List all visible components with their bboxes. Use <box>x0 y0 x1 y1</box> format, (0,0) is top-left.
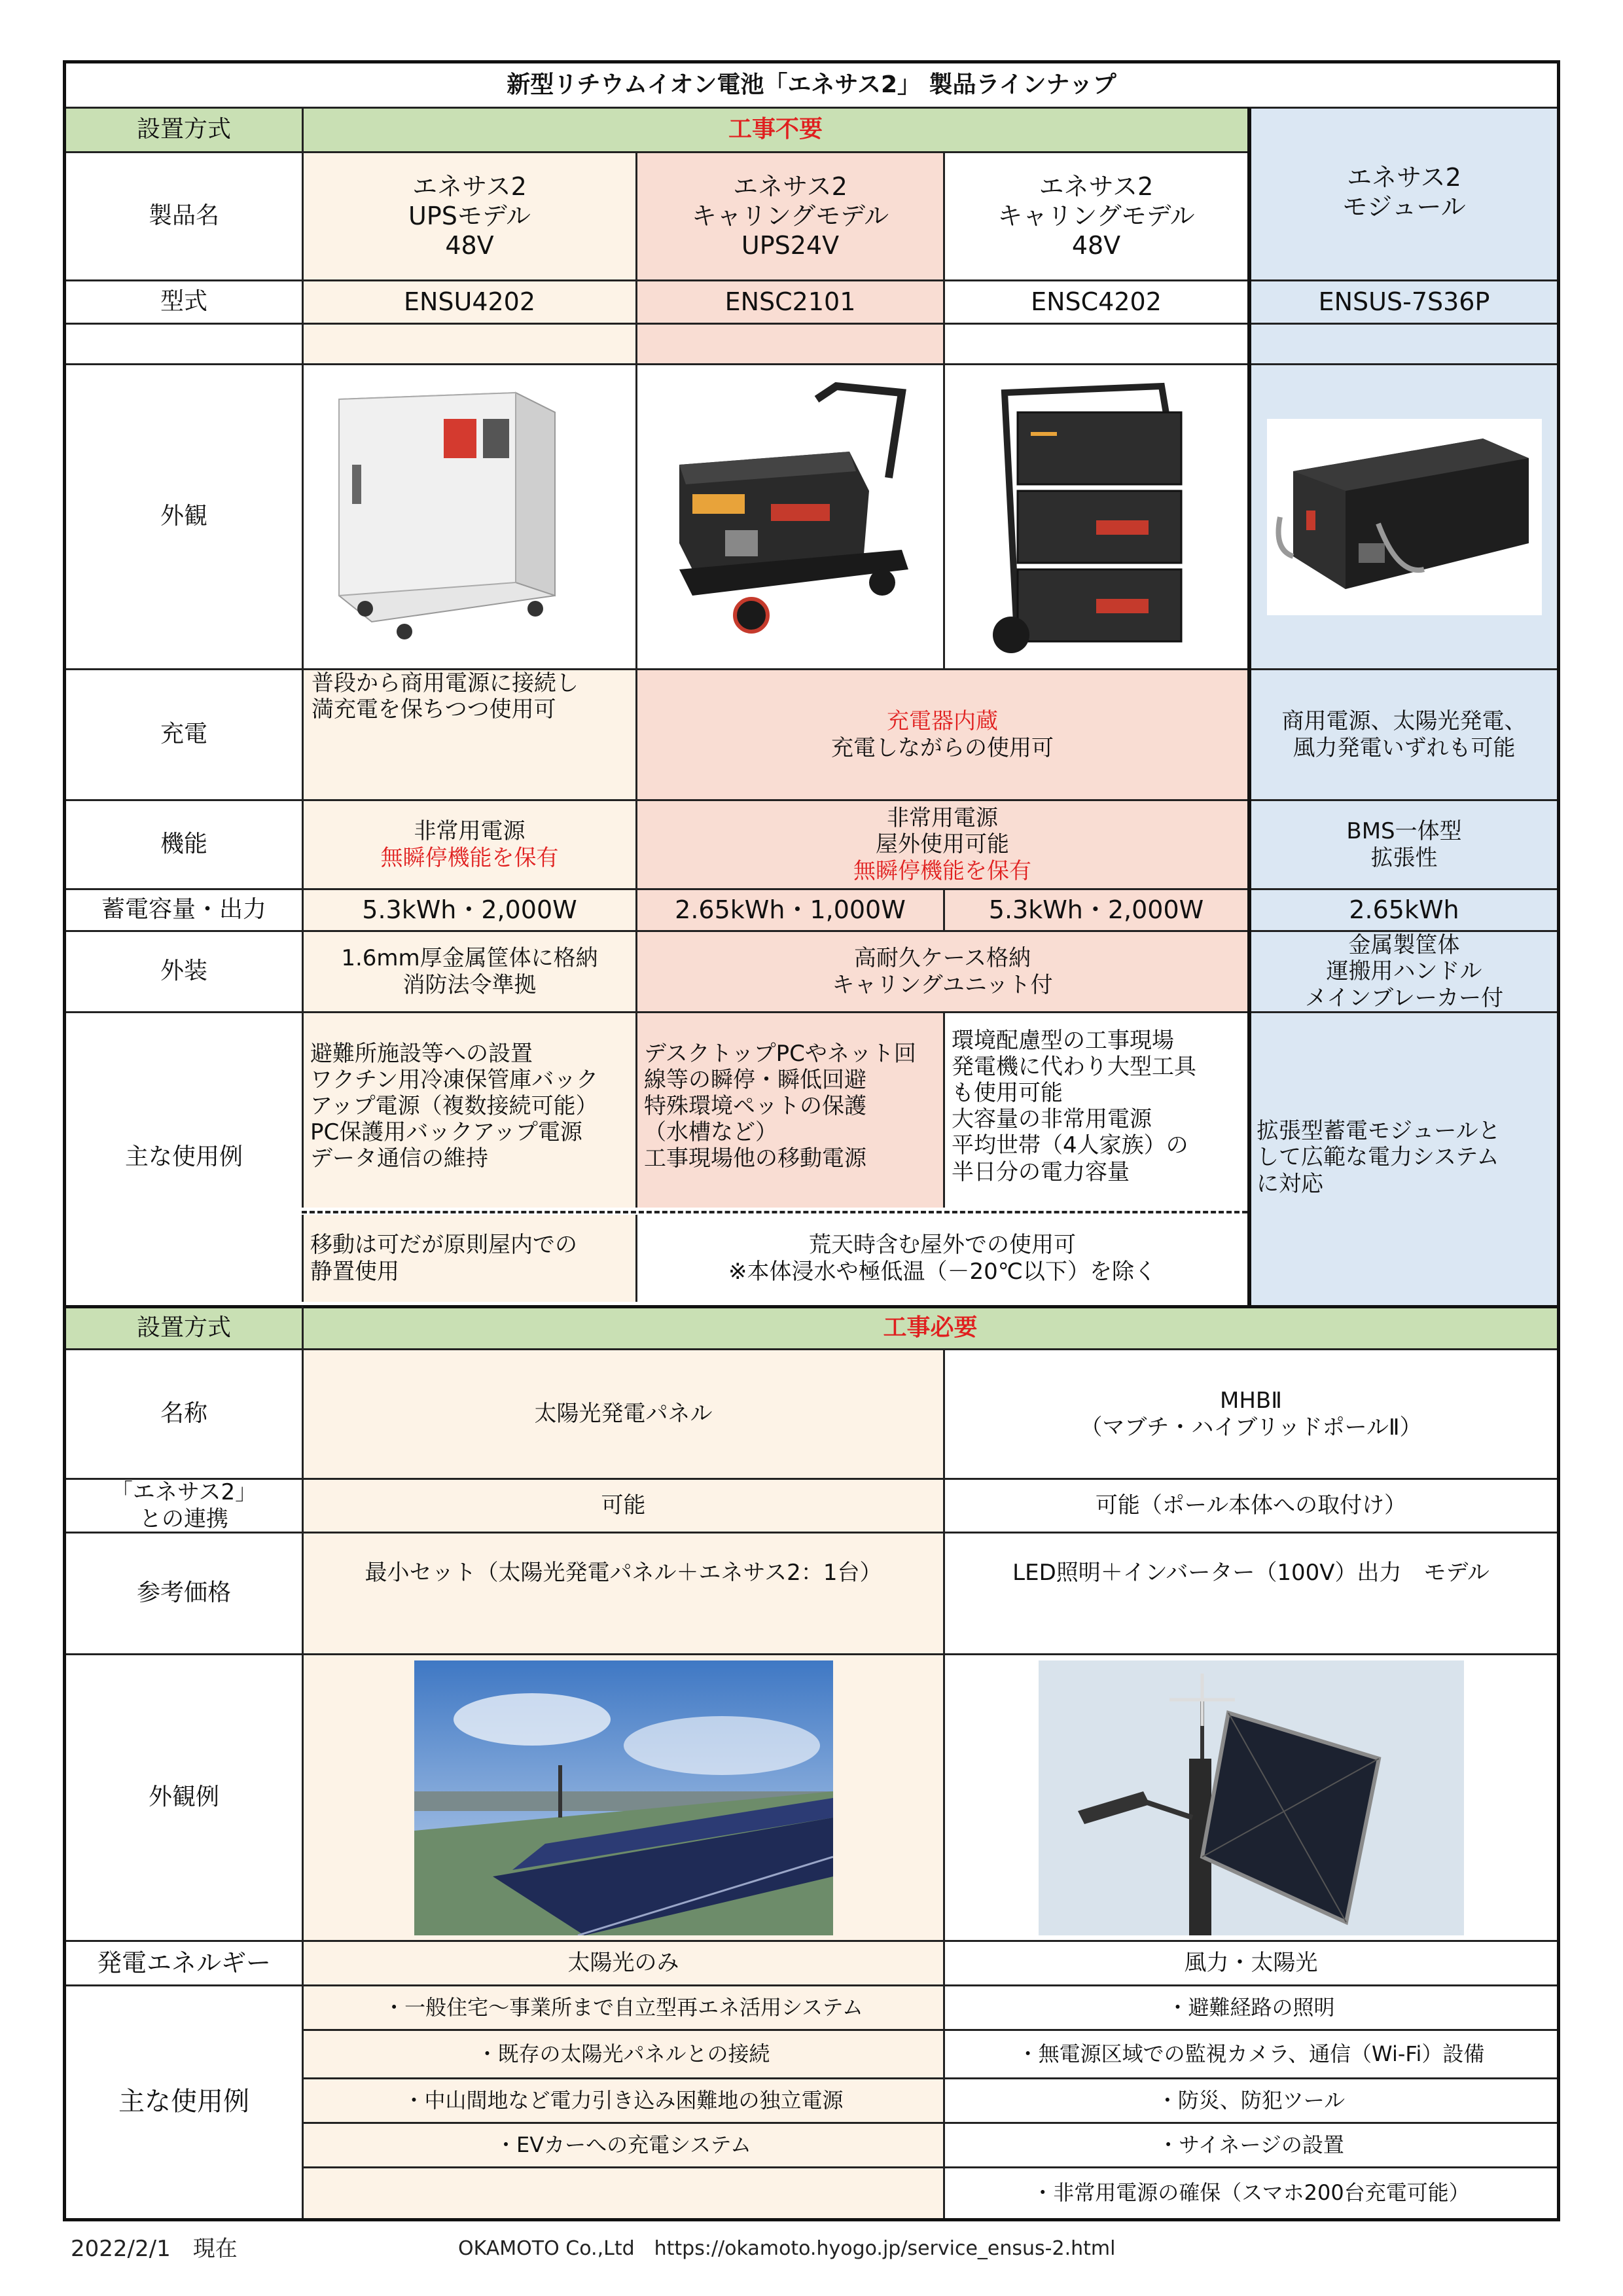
function-module <box>1251 799 1557 888</box>
product-name-line: UPSモデル <box>408 202 531 231</box>
empty-row-ups <box>302 323 635 363</box>
capacity-ups: 5.3kWh・2,000W <box>302 888 635 930</box>
footer-company: OKAMOTO Co.,Ltd https://okamoto.hyogo.jp/service_ensus-2.html <box>458 2237 1116 2260</box>
image-cell-mhb <box>943 1653 1557 1940</box>
usage-line: （水槽など） <box>644 1119 777 1146</box>
row-label-product-name: 製品名 <box>66 151 302 279</box>
usage-line: 線等の瞬停・瞬低回避 <box>644 1067 866 1094</box>
product-name-line: キャリングモデル <box>997 202 1195 231</box>
model-carry24: ENSC2101 <box>635 279 943 323</box>
row-label-name: 名称 <box>66 1348 302 1478</box>
charge-line: 商用電源、太陽光発電、 <box>1281 708 1527 735</box>
product-name-line: エネサス2 <box>412 172 527 202</box>
usage-module <box>1251 1011 1557 1302</box>
exterior-line: 高耐久ケース格納 <box>853 945 1031 972</box>
image-cell-module <box>1251 363 1557 668</box>
install-method-label-2: 設置方式 <box>66 1305 302 1348</box>
usage-line: 半日分の電力容量 <box>952 1158 1130 1185</box>
function-line: 非常用電源 <box>414 818 526 845</box>
product-name-line: UPS24V <box>741 230 840 260</box>
solar-usage-item: ・EVカーへの充電システム <box>302 2122 943 2166</box>
product-name-line: モジュール <box>1342 192 1466 221</box>
product-name-line: エネサス2 <box>1347 163 1461 192</box>
function-line: BMS一体型 <box>1346 818 1462 845</box>
product-name-line: エネサス2 <box>1039 172 1154 202</box>
usage-line: PC保護用バックアップ電源 <box>310 1119 582 1146</box>
usage-line: データ通信の維持 <box>310 1145 488 1172</box>
exterior-module <box>1251 930 1557 1011</box>
product-name-line: 48V <box>445 230 494 260</box>
carry48-stack-image <box>965 373 1227 661</box>
row-label-price: 参考価格 <box>66 1532 302 1653</box>
solar-price: 最小セット（太陽光発電パネル＋エネサス2：1台） <box>302 1532 943 1653</box>
row-label-link <box>66 1478 302 1532</box>
product-name-line: キャリングモデル <box>691 202 889 231</box>
usage-line: も使用可能 <box>952 1080 1063 1107</box>
capacity-carry24: 2.65kWh・1,000W <box>635 888 943 930</box>
charge-module <box>1251 668 1557 799</box>
product-name-carry24 <box>635 151 943 279</box>
empty-row-carry24 <box>635 323 943 363</box>
mhb-usage-item: ・非常用電源の確保（スマホ200台充電可能） <box>943 2166 1557 2218</box>
charger-builtin-note: 充電器内蔵 <box>887 708 998 735</box>
usage-line: に対応 <box>1257 1170 1323 1197</box>
model-ups: ENSU4202 <box>302 279 635 323</box>
charge-line: 充電しながらの使用可 <box>831 734 1054 761</box>
install-method-value: 工事不要 <box>302 107 1247 151</box>
usage-line: 避難所施設等への設置 <box>310 1041 533 1067</box>
usage-dashed-divider <box>302 1211 1247 1213</box>
exterior-carrying <box>635 930 1247 1011</box>
usage-line: 平均世帯（4人家族）の <box>952 1132 1188 1159</box>
row-label-line: との連携 <box>139 1505 228 1532</box>
function-carrying <box>635 799 1247 888</box>
battery-module-image <box>1267 419 1542 615</box>
image-cell-solar <box>302 1653 943 1940</box>
no-interruption-note: 無瞬停機能を保有 <box>380 844 559 871</box>
solar-usage-item: ・中山間地など電力引き込み困難地の独立電源 <box>302 2077 943 2122</box>
exterior-ups <box>302 930 635 1011</box>
usage-note-carrying <box>635 1215 1247 1302</box>
exterior-line: 運搬用ハンドル <box>1326 958 1482 985</box>
charge-ups <box>302 668 635 799</box>
no-interruption-note: 無瞬停機能を保有 <box>853 857 1031 884</box>
row-label-charge: 充電 <box>66 668 302 799</box>
exterior-line: 消防法令準拠 <box>402 971 537 998</box>
ups-cabinet-image <box>319 373 620 661</box>
row-label-appearance-example: 外観例 <box>66 1653 302 1940</box>
exterior-line: キャリングユニット付 <box>832 971 1053 998</box>
charge-carrying <box>635 668 1247 799</box>
product-name-ups <box>302 151 635 279</box>
product-name-line: エネサス2 <box>733 172 847 202</box>
mhb-usage-item: ・無電源区域での監視カメラ、通信（Wi-Fi）設備 <box>943 2029 1557 2077</box>
function-line: 屋外使用可能 <box>876 831 1009 858</box>
usage-line: 大容量の非常用電源 <box>952 1106 1152 1133</box>
solar-energy: 太陽光のみ <box>302 1940 943 1984</box>
image-cell-carry24 <box>635 363 943 668</box>
solar-usage-item: ・既存の太陽光パネルとの接続 <box>302 2029 943 2077</box>
mhb-name-cell <box>943 1348 1557 1478</box>
usage-note-ups <box>302 1215 635 1302</box>
row-label-function: 機能 <box>66 799 302 888</box>
empty-row-module <box>1251 323 1557 363</box>
product-name-module <box>1251 153 1557 232</box>
footer-date: 2022/2/1 現在 <box>71 2236 238 2262</box>
mhb-name: MHBⅡ <box>1220 1388 1282 1414</box>
row-label-model: 型式 <box>66 279 302 323</box>
model-carry48: ENSC4202 <box>943 279 1247 323</box>
mhb-price: LED照明＋インバーター（100V）出力 モデル <box>943 1532 1557 1653</box>
function-line: 非常用電源 <box>887 805 998 832</box>
row-label-exterior: 外装 <box>66 930 302 1011</box>
usage-note-line: ※本体浸水や極低温（－20℃以下）を除く <box>728 1258 1156 1285</box>
charge-line: 普段から商用電源に接続し <box>312 670 579 696</box>
usage-line: アップ電源（複数接続可能） <box>310 1093 598 1120</box>
model-module: ENSUS-7S36P <box>1251 279 1557 323</box>
empty-row-carry48 <box>943 323 1247 363</box>
mhb-usage-item: ・避難経路の照明 <box>943 1984 1557 2029</box>
row-label-usage: 主な使用例 <box>66 1011 302 1302</box>
capacity-module: 2.65kWh <box>1251 888 1557 930</box>
row-label-appearance: 外観 <box>66 363 302 668</box>
charge-line: 風力発電いずれも可能 <box>1293 734 1516 761</box>
product-name-line: 48V <box>1071 230 1121 260</box>
row-label-line: 「エネサス2」 <box>110 1479 258 1506</box>
usage-note-line: 移動は可だが原則屋内での <box>310 1232 577 1259</box>
row-label-energy: 発電エネルギー <box>66 1940 302 1984</box>
page-title: 新型リチウムイオン電池「エネサス2」 製品ラインナップ <box>507 71 1116 98</box>
capacity-carry48: 5.3kWh・2,000W <box>943 888 1247 930</box>
exterior-line: 1.6mm厚金属筐体に格納 <box>341 945 598 972</box>
usage-line: 特殊環境ペットの保護 <box>644 1093 866 1120</box>
exterior-line: 金属製筐体 <box>1348 932 1460 959</box>
solar-usage-item: ・一般住宅～事業所まで自立型再エネ活用システム <box>302 1984 943 2029</box>
mhb-energy: 風力・太陽光 <box>943 1940 1557 1984</box>
usage-carry24 <box>635 1011 943 1208</box>
empty-row-label <box>66 323 302 363</box>
usage-line: ワクチン用冷凍保管庫バック <box>310 1067 599 1094</box>
usage-note-line: 静置使用 <box>310 1258 399 1285</box>
product-name-carry48 <box>943 151 1247 279</box>
solar-usage-item <box>302 2166 943 2218</box>
exterior-line: メインブレーカー付 <box>1304 984 1504 1011</box>
image-cell-ups <box>302 363 635 668</box>
mhb-usage-item: ・防災、防犯ツール <box>943 2077 1557 2122</box>
usage-line: して広範な電力システム <box>1257 1144 1499 1171</box>
mhb-usage-item: ・サイネージの設置 <box>943 2122 1557 2166</box>
function-ups <box>302 799 635 888</box>
image-cell-carry48 <box>943 363 1247 668</box>
usage-ups <box>302 1011 635 1208</box>
function-line: 拡張性 <box>1370 844 1438 871</box>
row-label-capacity: 蓄電容量・出力 <box>66 888 302 930</box>
solar-panel-image <box>414 1660 833 1935</box>
solar-name: 太陽光発電パネル <box>302 1348 943 1478</box>
mhb-name-sub: （マブチ・ハイブリッドポールⅡ） <box>1080 1414 1422 1441</box>
usage-line: デスクトップPCやネット回 <box>644 1041 916 1067</box>
usage-line: 環境配慮型の工事現場 <box>952 1028 1174 1054</box>
mhb-link: 可能（ポール本体への取付け） <box>943 1478 1557 1532</box>
charge-line: 満充電を保ちつつ使用可 <box>312 696 556 723</box>
solar-link: 可能 <box>302 1478 943 1532</box>
install-method-label: 設置方式 <box>66 107 302 151</box>
row-label-usage-2: 主な使用例 <box>66 1984 302 2218</box>
usage-note-line: 荒天時含む屋外での使用可 <box>809 1232 1076 1259</box>
hybrid-pole-image <box>1039 1660 1464 1935</box>
usage-line: 工事現場他の移動電源 <box>644 1145 866 1172</box>
usage-line: 発電機に代わり大型工具 <box>952 1054 1196 1081</box>
usage-line: 拡張型蓄電モジュールと <box>1257 1118 1501 1145</box>
usage-carry48 <box>943 1011 1247 1208</box>
carry24-cart-image <box>653 373 928 661</box>
install-method-value-2: 工事必要 <box>302 1305 1557 1348</box>
